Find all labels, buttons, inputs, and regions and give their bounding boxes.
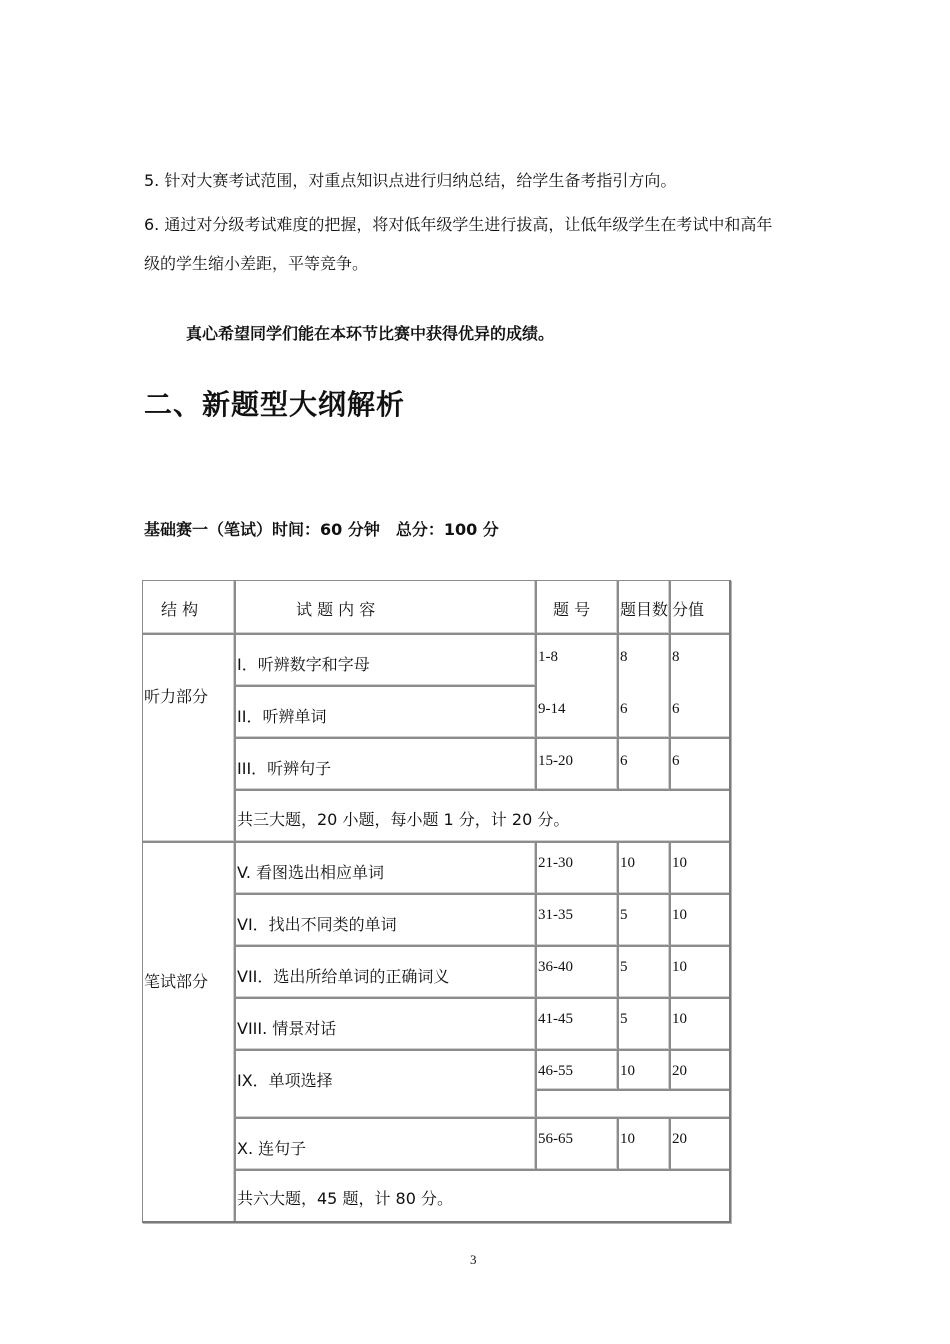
- written-row-6-score: 10: [670, 894, 731, 946]
- written-row-9-content: IX．单项选择: [235, 1050, 536, 1118]
- listening-row-3-score: 6: [670, 738, 731, 790]
- written-row-5-content: V. 看图选出相应单词: [235, 842, 536, 894]
- listening-summary: 共三大题，20 小题，每小题 1 分，计 20 分。: [235, 790, 731, 842]
- paragraph-5: 5. 针对大赛考试范围，对重点知识点进行归纳总结，给学生备考指引方向。: [144, 171, 677, 190]
- written-row-9-count: 10: [618, 1050, 670, 1090]
- written-row-9-score: 20: [670, 1050, 731, 1090]
- written-row-9-number: 46-55: [536, 1050, 618, 1090]
- header-structure: 结 构: [142, 580, 235, 634]
- written-row-8-number: 41-45: [536, 998, 618, 1050]
- listening-rows-1-2-score: 8 6: [670, 634, 731, 738]
- paragraph-6-line-1: 6. 通过对分级考试难度的把握，将对低年级学生进行拔高，让低年级学生在考试中和高年: [144, 215, 773, 234]
- wish-sentence: 真心希望同学们能在本环节比赛中获得优异的成绩。: [186, 324, 555, 343]
- listening-row-3-content: III．听辨句子: [235, 738, 536, 790]
- written-row-7-count: 5: [618, 946, 670, 998]
- paragraph-6-line-2: 级的学生缩小差距，平等竞争。: [144, 254, 369, 273]
- listening-row-1-content: I．听辨数字和字母: [235, 634, 536, 686]
- written-row-6-count: 5: [618, 894, 670, 946]
- listening-rows-1-2-number: 1-8 9-14: [536, 634, 618, 738]
- written-row-9-spacer: [536, 1090, 731, 1118]
- section-written-label: 笔试部分: [142, 842, 235, 1223]
- written-row-7-content: VII．选出所给单词的正确词义: [235, 946, 536, 998]
- written-row-5-count: 10: [618, 842, 670, 894]
- listening-row-2-content: II．听辨单词: [235, 686, 536, 738]
- section-listening-label: 听力部分: [142, 634, 235, 842]
- written-row-5-score: 10: [670, 842, 731, 894]
- header-number: 题 号: [536, 580, 618, 634]
- header-score: 分值: [670, 580, 731, 634]
- header-content: 试 题 内 容: [235, 580, 536, 634]
- written-row-6-number: 31-35: [536, 894, 618, 946]
- written-row-7-score: 10: [670, 946, 731, 998]
- written-row-8-score: 10: [670, 998, 731, 1050]
- written-row-5-number: 21-30: [536, 842, 618, 894]
- written-row-8-content: VIII. 情景对话: [235, 998, 536, 1050]
- page-number: 3: [470, 1252, 477, 1267]
- written-row-7-number: 36-40: [536, 946, 618, 998]
- listening-rows-1-2-count: 8 6: [618, 634, 670, 738]
- listening-row-3-number: 15-20: [536, 738, 618, 790]
- written-row-6-content: VI．找出不同类的单词: [235, 894, 536, 946]
- listening-row-3-count: 6: [618, 738, 670, 790]
- section-heading: 二、新题型大纲解析: [144, 388, 406, 421]
- written-summary: 共六大题，45 题，计 80 分。: [235, 1170, 731, 1223]
- header-count: 题目数: [618, 580, 670, 634]
- written-row-10-count: 10: [618, 1118, 670, 1170]
- written-row-10-content: X. 连句子: [235, 1118, 536, 1170]
- written-row-8-count: 5: [618, 998, 670, 1050]
- written-row-10-score: 20: [670, 1118, 731, 1170]
- written-row-10-number: 56-65: [536, 1118, 618, 1170]
- exam-outline-table: [142, 580, 731, 1223]
- exam-header: 基础赛一（笔试）时间：60 分钟 总分：100 分: [144, 520, 499, 539]
